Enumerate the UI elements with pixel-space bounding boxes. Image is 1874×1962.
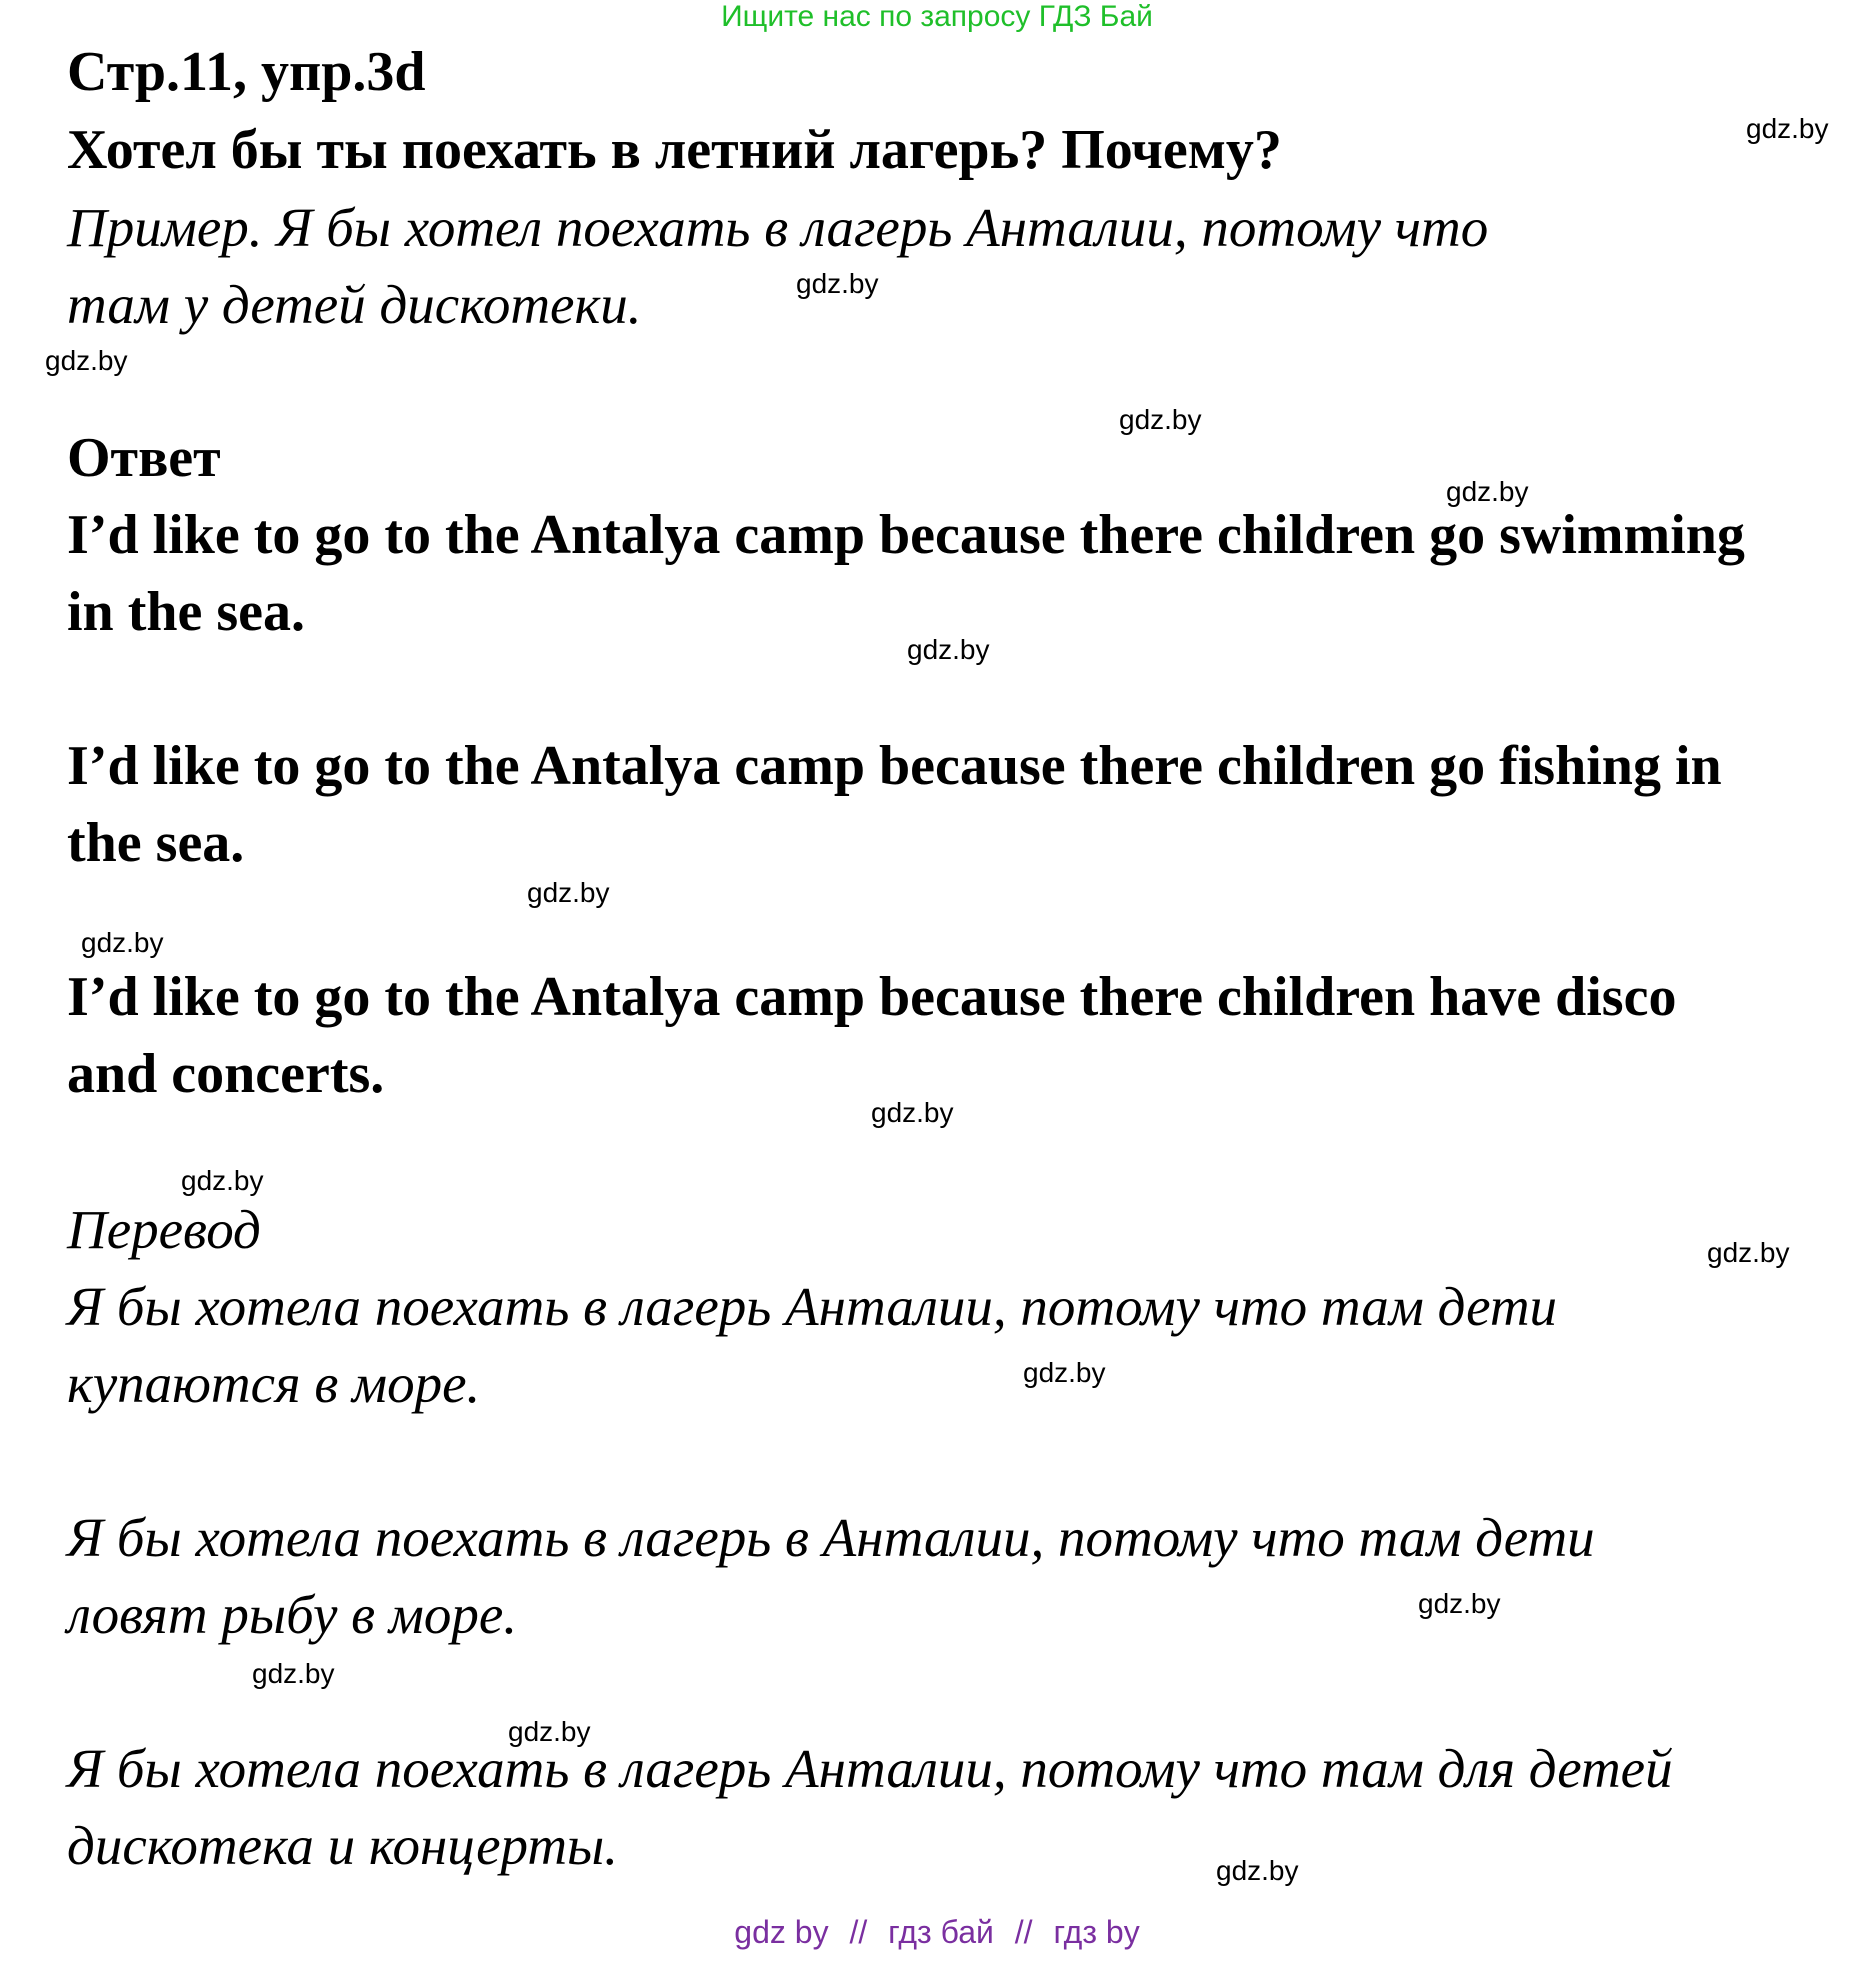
watermark: gdz.by [1216,1855,1299,1886]
translation-2-line-2: ловят рыбу в море. [67,1584,518,1645]
answer-1-line-2: in the sea. [67,581,305,643]
example-line-2: там у детей дискотеки. [67,274,642,335]
answer-1-line-1: I’d like to go to the Antalya camp because there children go swimming [67,504,1745,566]
translation-heading: Перевод [67,1199,261,1260]
top-banner: Ищите нас по запросу ГДЗ Бай [721,0,1153,33]
watermark: gdz.by [907,634,990,665]
watermark: gdz.by [1418,1588,1501,1619]
watermark: gdz.by [796,268,879,299]
translation-3-line-1: Я бы хотела поехать в лагерь Анталии, потому что там для детей [67,1738,1673,1799]
watermark: gdz.by [508,1716,591,1747]
translation-1-line-2: купаются в море. [67,1353,481,1414]
footer-link-gdz-by-ru[interactable]: гдз by [1053,1914,1140,1950]
watermark: gdz.by [527,877,610,908]
answer-3-line-2: and concerts. [67,1043,385,1105]
watermark: gdz.by [252,1658,335,1689]
answer-2-line-1: I’d like to go to the Antalya camp because there children go fishing in [67,735,1722,797]
watermark: gdz.by [1119,404,1202,435]
watermark: gdz.by [81,927,164,958]
watermark: gdz.by [45,345,128,376]
answer-3-line-1: I’d like to go to the Antalya camp because there children have disco [67,966,1677,1028]
footer-link-gdz-bai[interactable]: гдз бай [888,1914,994,1950]
footer [0,1914,1874,1951]
example-line-1: Пример. Я бы хотел поехать в лагерь Анталии, потому что [67,197,1489,258]
answer-heading: Ответ [67,427,221,489]
translation-3-line-2: дискотека и концерты. [67,1815,619,1876]
question: Хотел бы ты поехать в летний лагерь? Почему? [67,119,1282,181]
answer-2-line-2: the sea. [67,812,245,874]
page-title: Стр.11, упр.3d [67,41,426,103]
watermark: gdz.by [1707,1237,1790,1268]
watermark: gdz.by [1746,113,1829,144]
watermark: gdz.by [1446,476,1529,507]
translation-2-line-1: Я бы хотела поехать в лагерь в Анталии, потому что там дети [67,1507,1595,1568]
footer-separator: // [849,1914,868,1950]
footer-separator: // [1014,1914,1033,1950]
watermark: gdz.by [1023,1357,1106,1388]
footer-link-gdz-by[interactable]: gdz by [734,1914,829,1950]
translation-1-line-1: Я бы хотела поехать в лагерь Анталии, потому что там дети [67,1276,1558,1337]
watermark: gdz.by [181,1165,264,1196]
watermark: gdz.by [871,1097,954,1128]
